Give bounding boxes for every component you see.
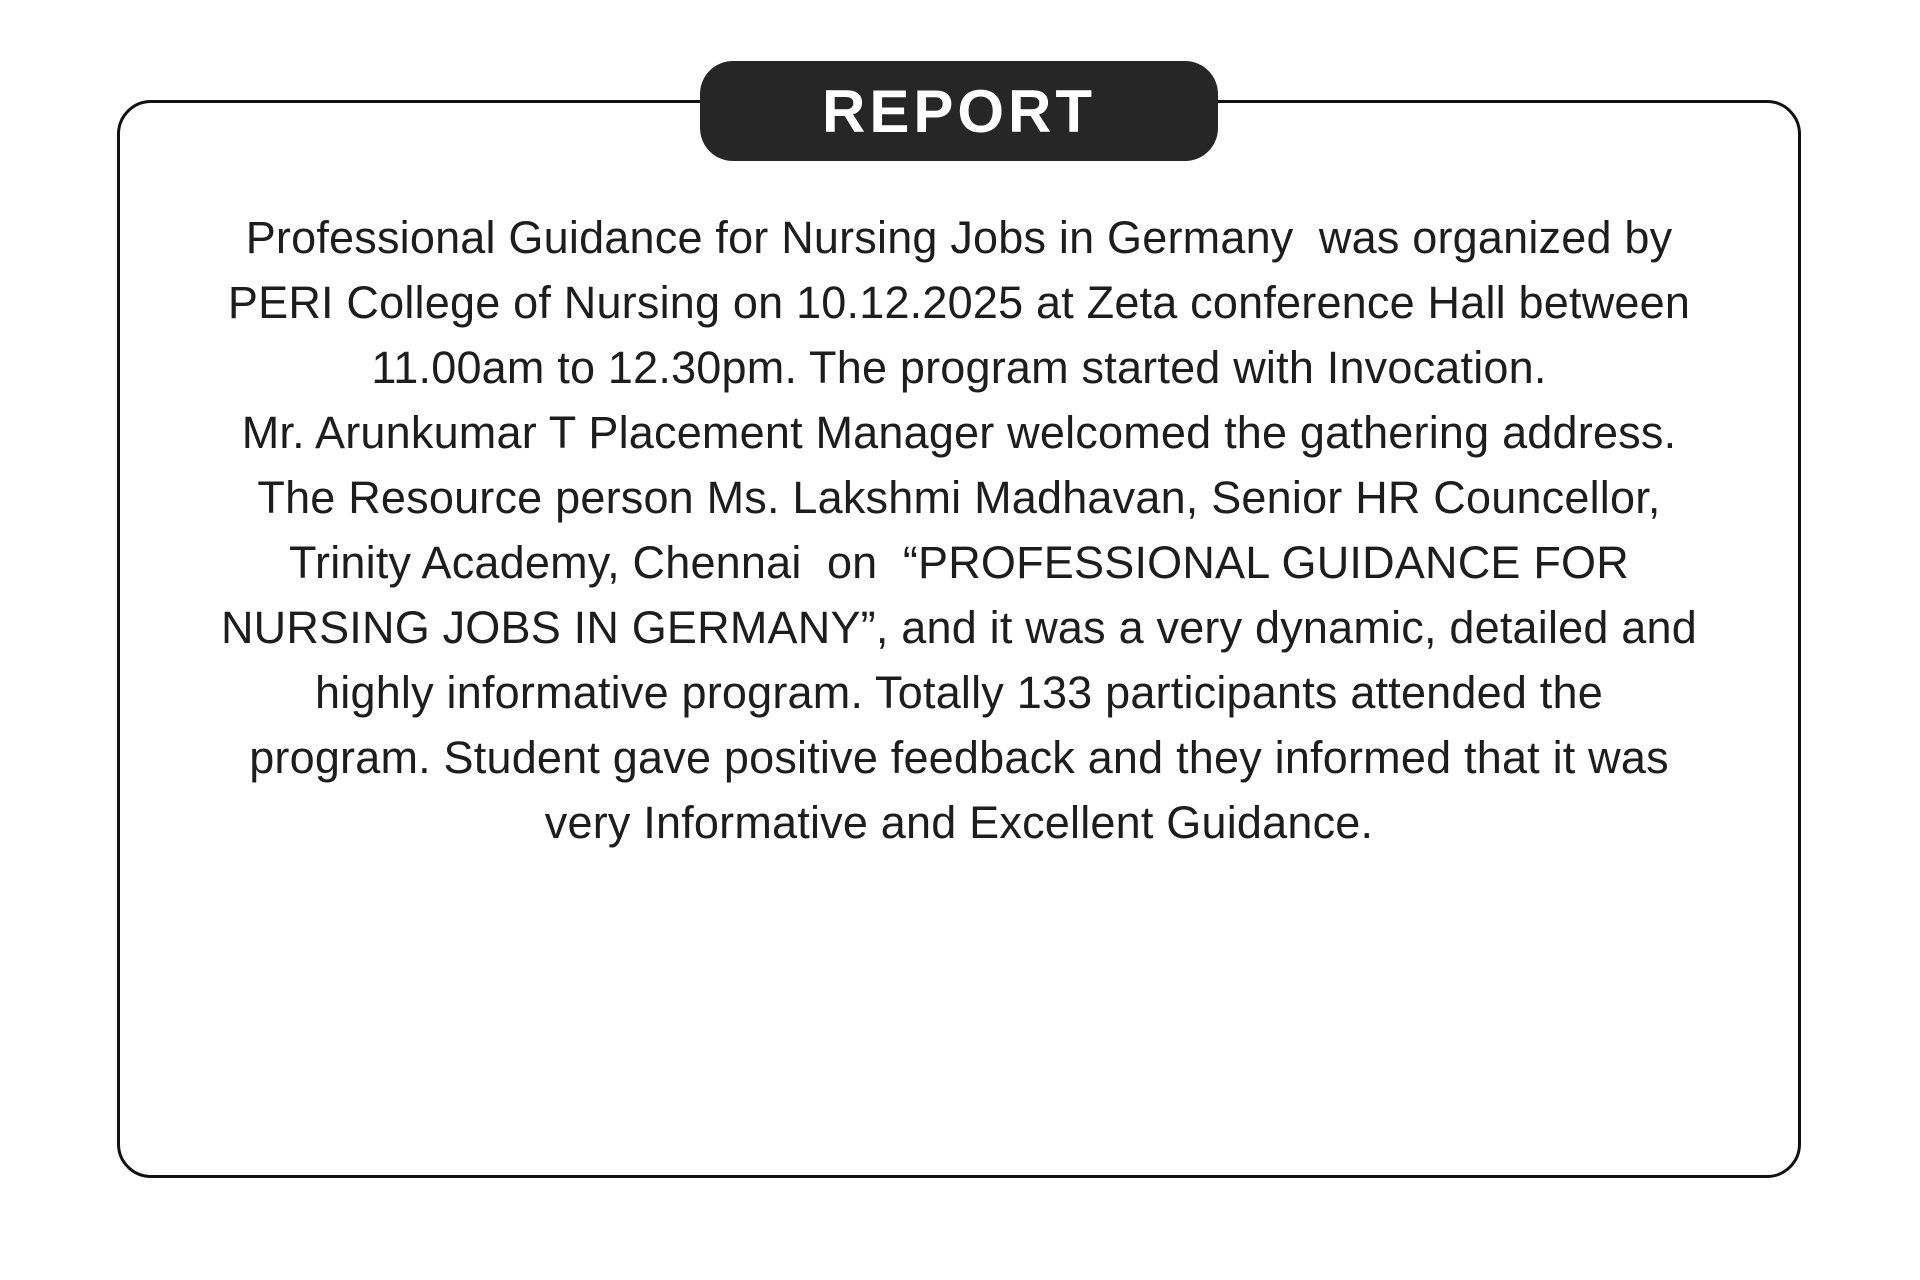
report-text-line: very Informative and Excellent Guidance. xyxy=(544,797,1374,848)
report-badge-label: REPORT xyxy=(821,78,1097,145)
report-body xyxy=(120,205,1798,855)
report-text-line: NURSING JOBS IN GERMANY”, and it was a very dynamic, detailed and xyxy=(220,602,1697,653)
report-text-line: program. Student gave positive feedback and they informed that it was xyxy=(249,732,1669,783)
report-text-line: Mr. Arunkumar T Placement Manager welcomed the gathering address. xyxy=(241,407,1677,458)
report-text-line: Trinity Academy, Chennai on “PROFESSIONAL GUIDANCE FOR xyxy=(289,537,1629,588)
report-card xyxy=(117,78,1801,1178)
report-text-line: highly informative program. Totally 133 participants attended the xyxy=(315,667,1603,718)
report-text-line: Professional Guidance for Nursing Jobs in Germany was organized by xyxy=(245,212,1673,263)
report-text-line: PERI College of Nursing on 10.12.2025 at Zeta conference Hall between xyxy=(227,277,1691,328)
report-text-line: 11.00am to 12.30pm. The program started with Invocation. xyxy=(371,342,1547,393)
report-text-line: The Resource person Ms. Lakshmi Madhavan, Senior HR Councellor, xyxy=(257,472,1661,523)
report-badge xyxy=(700,61,1218,161)
